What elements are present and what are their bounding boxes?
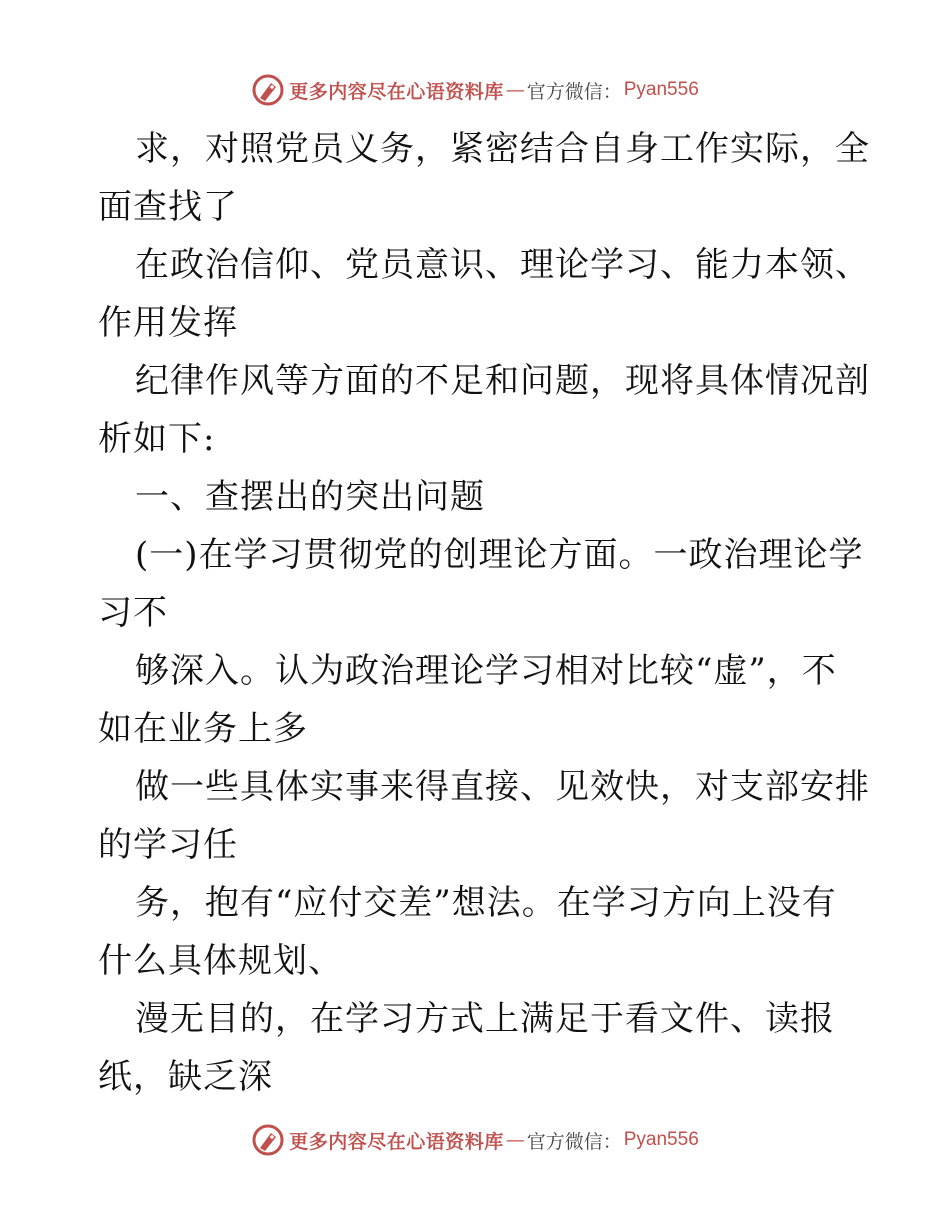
body-line: 够深入。认为政治理论学习相对比较“虚”，不 (135, 651, 837, 691)
body-line: 什么具体规划、 (98, 941, 343, 981)
pen-nib-logo-icon (251, 73, 285, 107)
body-line: 习不 (98, 593, 168, 633)
banner-dash: — (505, 79, 525, 101)
section-heading: 一、查摆出的突出问题 (135, 477, 485, 517)
body-line: 在政治信仰、党员意识、理论学习、能力本领、 (135, 245, 870, 285)
document-body (98, 120, 870, 1106)
body-line: 作用发挥 (98, 303, 238, 343)
banner-wechat-label: 官方微信： (526, 80, 622, 103)
banner-wechat-id: Pyan556 (623, 79, 699, 100)
body-line: 做一些具体实事来得直接、见效快，对支部安排 (135, 767, 870, 807)
footer-banner (0, 1120, 950, 1160)
banner-title: 更多内容尽在心语资料库 (289, 80, 504, 103)
body-line: 析如下: (98, 419, 216, 459)
body-line: 漫无目的，在学习方式上满足于看文件、读报 (135, 999, 835, 1039)
body-line: 求，对照党员义务，紧密结合自身工作实际，全 (135, 129, 870, 169)
banner-dash: — (505, 1129, 525, 1151)
banner-wechat-id: Pyan556 (623, 1129, 699, 1150)
body-line: 的学习任 (98, 825, 238, 865)
body-line: 如在业务上多 (98, 709, 308, 749)
body-line: (一)在学习贯彻党的创理论方面。一政治理论学 (135, 535, 864, 575)
header-banner (0, 70, 950, 110)
banner-title: 更多内容尽在心语资料库 (289, 1130, 504, 1153)
pen-nib-logo-icon (251, 1123, 285, 1157)
body-line: 纪律作风等方面的不足和问题，现将具体情况剖 (135, 361, 870, 401)
body-line: 面查找了 (98, 187, 238, 227)
banner-wechat-label: 官方微信： (526, 1130, 622, 1153)
body-line: 纸，缺乏深 (98, 1057, 273, 1097)
body-line: 务，抱有“应付交差”想法。在学习方向上没有 (135, 883, 837, 923)
